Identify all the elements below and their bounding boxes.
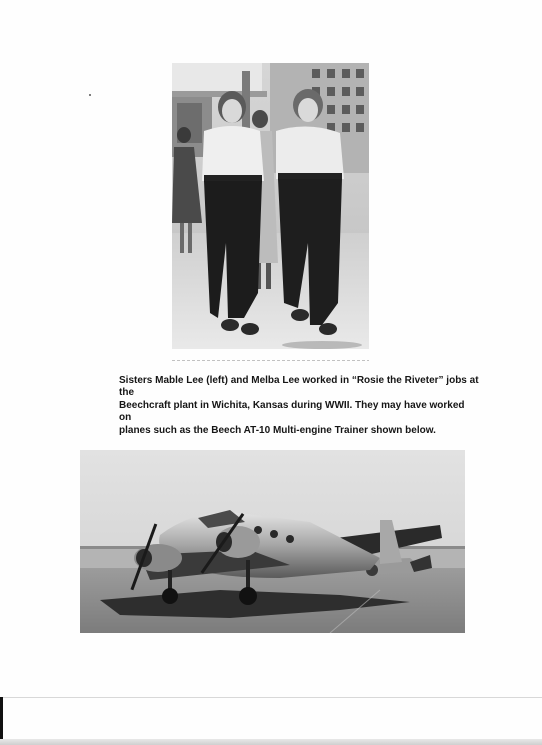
caption-line-2: Beechcraft plant in Wichita, Kansas during WWII. They may have worked on [119, 399, 465, 424]
scan-edge-bottom [0, 739, 542, 745]
photo-bottom-edge [172, 360, 369, 361]
caption-line-1: Sisters Mable Lee (left) and Melba Lee worked in “Rosie the Riveter” jobs at the [119, 375, 479, 399]
scan-speck [89, 94, 91, 96]
scan-edge-left [0, 697, 3, 745]
scan-line [3, 697, 542, 698]
photo-sisters-walking [172, 63, 369, 349]
caption-line-3: planes such as the Beech AT-10 Multi-engine Trainer shown below. [119, 424, 436, 436]
photo-beech-at10-plane [80, 450, 465, 633]
photo-caption [119, 375, 479, 437]
